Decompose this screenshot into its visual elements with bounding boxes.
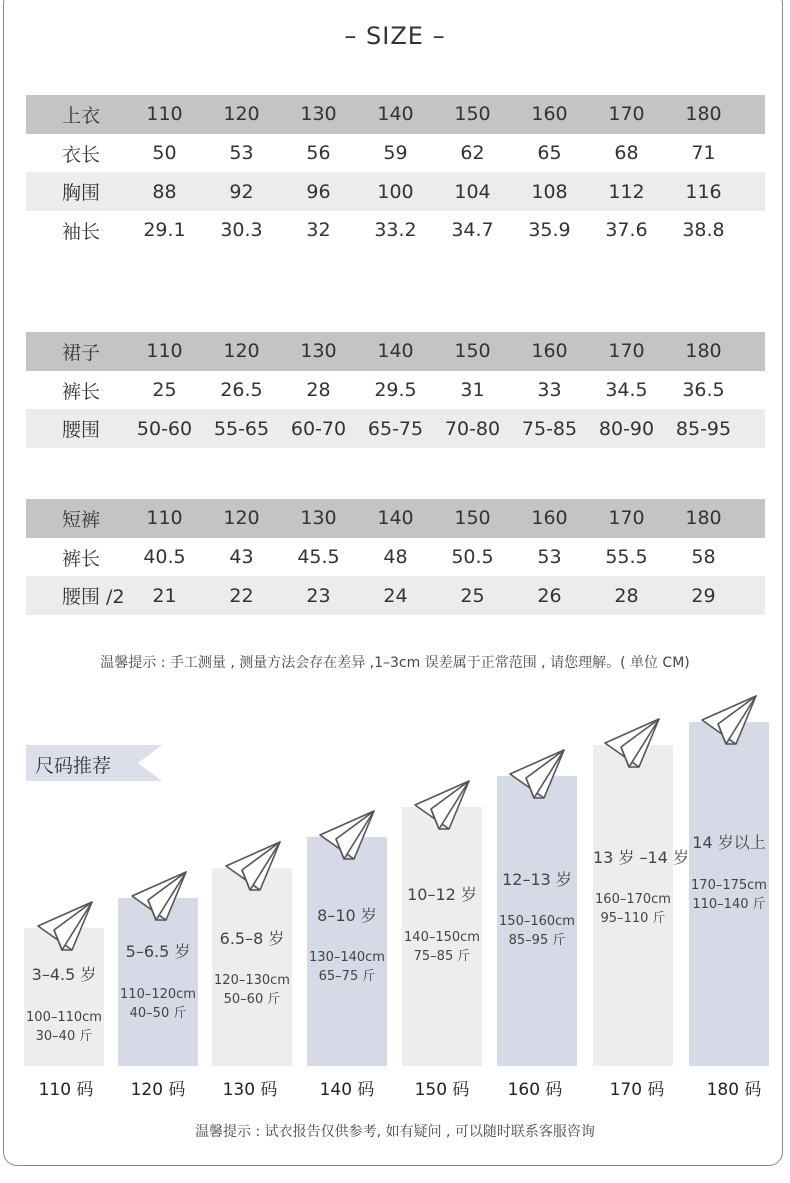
table-cell: 袖长 bbox=[62, 220, 101, 243]
table-cell: 37.6 bbox=[605, 219, 648, 242]
page-title: – SIZE – bbox=[344, 22, 446, 50]
table-cell: 28 bbox=[614, 584, 639, 607]
table-cell: 110 bbox=[146, 507, 183, 530]
size-label: 160 码 bbox=[507, 1080, 563, 1100]
table-cell: 21 bbox=[152, 584, 177, 607]
table-cell: 140 bbox=[377, 340, 414, 363]
paper-plane-icon bbox=[603, 717, 661, 769]
weight-range: 50–60 斤 bbox=[223, 992, 281, 1007]
age-range: 14 岁以上 bbox=[692, 833, 766, 852]
table-cell: 裤长 bbox=[62, 380, 101, 403]
table-cell: 33 bbox=[537, 379, 562, 402]
table-cell: 130 bbox=[300, 507, 337, 530]
table-cell: 25 bbox=[152, 379, 177, 402]
table-cell: 170 bbox=[608, 103, 645, 126]
size-bar-130 bbox=[212, 868, 292, 1066]
table-cell: 32 bbox=[306, 219, 331, 242]
table-cell: 150 bbox=[454, 340, 491, 363]
table-cell: 23 bbox=[306, 584, 331, 607]
table-cell: 31 bbox=[460, 379, 485, 402]
table-cell: 55-65 bbox=[213, 417, 270, 440]
table-cell: 48 bbox=[383, 546, 408, 569]
table-cell: 40.5 bbox=[143, 546, 186, 569]
table-cell: 29 bbox=[691, 584, 716, 607]
table-cell: 140 bbox=[377, 103, 414, 126]
weight-range: 75–85 斤 bbox=[413, 949, 471, 964]
table-cell: 120 bbox=[223, 340, 260, 363]
table-cell: 25 bbox=[460, 584, 485, 607]
height-range: 140–150cm bbox=[404, 930, 480, 945]
age-range: 6.5–8 岁 bbox=[219, 929, 285, 948]
table-cell: 170 bbox=[608, 340, 645, 363]
table-cell: 60-70 bbox=[290, 417, 347, 440]
table-cell: 53 bbox=[229, 142, 254, 165]
size-bar-160 bbox=[497, 776, 577, 1066]
size-bar-150 bbox=[402, 807, 482, 1066]
size-label: 140 码 bbox=[319, 1080, 375, 1100]
table-cell: 140 bbox=[377, 507, 414, 530]
paper-plane-icon bbox=[130, 870, 188, 922]
height-range: 150–160cm bbox=[499, 914, 575, 929]
height-range: 110–120cm bbox=[120, 987, 196, 1002]
tops-size-table bbox=[26, 95, 765, 250]
table-cell: 150 bbox=[454, 507, 491, 530]
table-cell: 28 bbox=[306, 379, 331, 402]
table-cell: 120 bbox=[223, 103, 260, 126]
table-cell: 45.5 bbox=[297, 546, 340, 569]
table-cell: 110 bbox=[146, 103, 183, 126]
paper-plane-icon bbox=[508, 748, 566, 800]
age-range: 10–12 岁 bbox=[407, 885, 477, 904]
table-cell: 92 bbox=[229, 180, 254, 203]
table-cell: 130 bbox=[300, 103, 337, 126]
height-range: 120–130cm bbox=[214, 973, 290, 988]
weight-range: 85–95 斤 bbox=[508, 933, 566, 948]
table-cell: 50.5 bbox=[451, 546, 494, 569]
table-cell: 36.5 bbox=[682, 379, 725, 402]
table-row bbox=[26, 538, 765, 577]
paper-plane-icon bbox=[700, 694, 758, 746]
banner-label: 尺码推荐 bbox=[35, 755, 112, 777]
height-range: 130–140cm bbox=[309, 950, 385, 965]
table-cell: 70-80 bbox=[444, 417, 501, 440]
table-header-row bbox=[26, 499, 765, 538]
fitting-note: 温馨提示 : 试衣报告仅供参考, 如有疑问 , 可以随时联系客服咨询 bbox=[195, 1124, 595, 1140]
table-cell: 衣长 bbox=[62, 143, 101, 166]
table-cell: 53 bbox=[537, 546, 562, 569]
table-cell: 104 bbox=[454, 180, 491, 203]
shorts-size-table bbox=[26, 499, 765, 615]
size-label: 110 码 bbox=[38, 1080, 94, 1100]
table-cell: 96 bbox=[306, 180, 331, 203]
table-cell: 65 bbox=[537, 142, 562, 165]
age-range: 13 岁 –14 岁 bbox=[593, 848, 689, 867]
paper-plane-icon bbox=[318, 809, 376, 861]
table-cell: 56 bbox=[306, 142, 331, 165]
weight-range: 30–40 斤 bbox=[35, 1029, 93, 1044]
size-label: 170 码 bbox=[609, 1080, 665, 1100]
table-cell: 108 bbox=[531, 180, 568, 203]
height-range: 170–175cm bbox=[691, 878, 767, 893]
table-cell: 22 bbox=[229, 584, 254, 607]
table-cell: 120 bbox=[223, 507, 260, 530]
table-cell: 180 bbox=[685, 507, 722, 530]
weight-range: 40–50 斤 bbox=[129, 1006, 187, 1021]
table-cell: 腰围 /2 bbox=[62, 586, 125, 609]
table-cell: 116 bbox=[685, 180, 722, 203]
age-range: 3–4.5 岁 bbox=[31, 965, 97, 984]
table-cell: 71 bbox=[691, 142, 716, 165]
table-row bbox=[26, 409, 765, 448]
table-cell: 150 bbox=[454, 103, 491, 126]
table-header-row bbox=[26, 95, 765, 134]
table-cell: 50-60 bbox=[136, 417, 193, 440]
table-cell: 26.5 bbox=[220, 379, 263, 402]
table-cell: 35.9 bbox=[528, 219, 571, 242]
table-cell: 50 bbox=[152, 142, 177, 165]
size-label: 150 码 bbox=[414, 1080, 470, 1100]
table-cell: 43 bbox=[229, 546, 254, 569]
table-cell: 34.7 bbox=[451, 219, 494, 242]
table-cell: 29.5 bbox=[374, 379, 417, 402]
size-bar-180 bbox=[689, 722, 769, 1066]
size-bar-140 bbox=[307, 837, 387, 1066]
table-cell: 30.3 bbox=[220, 219, 263, 242]
table-row bbox=[26, 211, 765, 250]
skirt-size-table bbox=[26, 332, 765, 448]
paper-plane-icon bbox=[36, 900, 94, 952]
table-cell: 130 bbox=[300, 340, 337, 363]
table-cell: 26 bbox=[537, 584, 562, 607]
table-cell: 59 bbox=[383, 142, 408, 165]
table-row bbox=[26, 371, 765, 410]
table-cell: 62 bbox=[460, 142, 485, 165]
table-cell: 24 bbox=[383, 584, 408, 607]
table-cell: 65-75 bbox=[367, 417, 424, 440]
size-label: 180 码 bbox=[706, 1080, 762, 1100]
table-cell: 160 bbox=[531, 507, 568, 530]
measurement-note: 温馨提示 : 手工测量 , 测量方法会存在差异 ,1–3cm 误差属于正常范围 , 请您理解。( 单位 CM) bbox=[100, 655, 690, 671]
table-row bbox=[26, 576, 765, 615]
table-cell: 180 bbox=[685, 103, 722, 126]
table-cell: 58 bbox=[691, 546, 716, 569]
table-cell: 160 bbox=[531, 340, 568, 363]
table-cell: 55.5 bbox=[605, 546, 648, 569]
size-label: 120 码 bbox=[130, 1080, 186, 1100]
table-cell: 110 bbox=[146, 340, 183, 363]
height-range: 160–170cm bbox=[595, 892, 671, 907]
table-cell: 38.8 bbox=[682, 219, 725, 242]
table-cell: 腰围 bbox=[62, 419, 101, 442]
table-cell: 68 bbox=[614, 142, 639, 165]
table-cell: 34.5 bbox=[605, 379, 648, 402]
table-cell: 短裤 bbox=[62, 508, 101, 531]
size-recommend-banner bbox=[26, 745, 162, 781]
paper-plane-icon bbox=[224, 840, 282, 892]
age-range: 5–6.5 岁 bbox=[125, 942, 191, 961]
table-cell: 80-90 bbox=[598, 417, 655, 440]
table-cell: 160 bbox=[531, 103, 568, 126]
table-cell: 85-95 bbox=[675, 417, 732, 440]
weight-range: 95–110 斤 bbox=[600, 911, 666, 926]
age-range: 8–10 岁 bbox=[317, 906, 377, 925]
table-cell: 29.1 bbox=[143, 219, 186, 242]
table-row bbox=[26, 134, 765, 173]
table-cell: 33.2 bbox=[374, 219, 417, 242]
table-cell: 100 bbox=[377, 180, 414, 203]
table-row bbox=[26, 172, 765, 211]
weight-range: 110–140 斤 bbox=[692, 897, 766, 912]
paper-plane-icon bbox=[413, 779, 471, 831]
table-cell: 88 bbox=[152, 180, 177, 203]
size-bar-170 bbox=[593, 745, 689, 1066]
weight-range: 65–75 斤 bbox=[318, 969, 376, 984]
age-range: 12–13 岁 bbox=[502, 870, 572, 889]
table-cell: 75-85 bbox=[521, 417, 578, 440]
table-cell: 裙子 bbox=[62, 341, 101, 364]
table-cell: 裤长 bbox=[62, 547, 101, 570]
size-label: 130 码 bbox=[222, 1080, 278, 1100]
table-header-row bbox=[26, 332, 765, 371]
height-range: 100–110cm bbox=[26, 1010, 102, 1025]
table-cell: 胸围 bbox=[62, 182, 101, 205]
table-cell: 112 bbox=[608, 180, 645, 203]
table-cell: 180 bbox=[685, 340, 722, 363]
size-bar-120 bbox=[118, 898, 198, 1066]
table-cell: 上衣 bbox=[62, 104, 101, 127]
table-cell: 170 bbox=[608, 507, 645, 530]
